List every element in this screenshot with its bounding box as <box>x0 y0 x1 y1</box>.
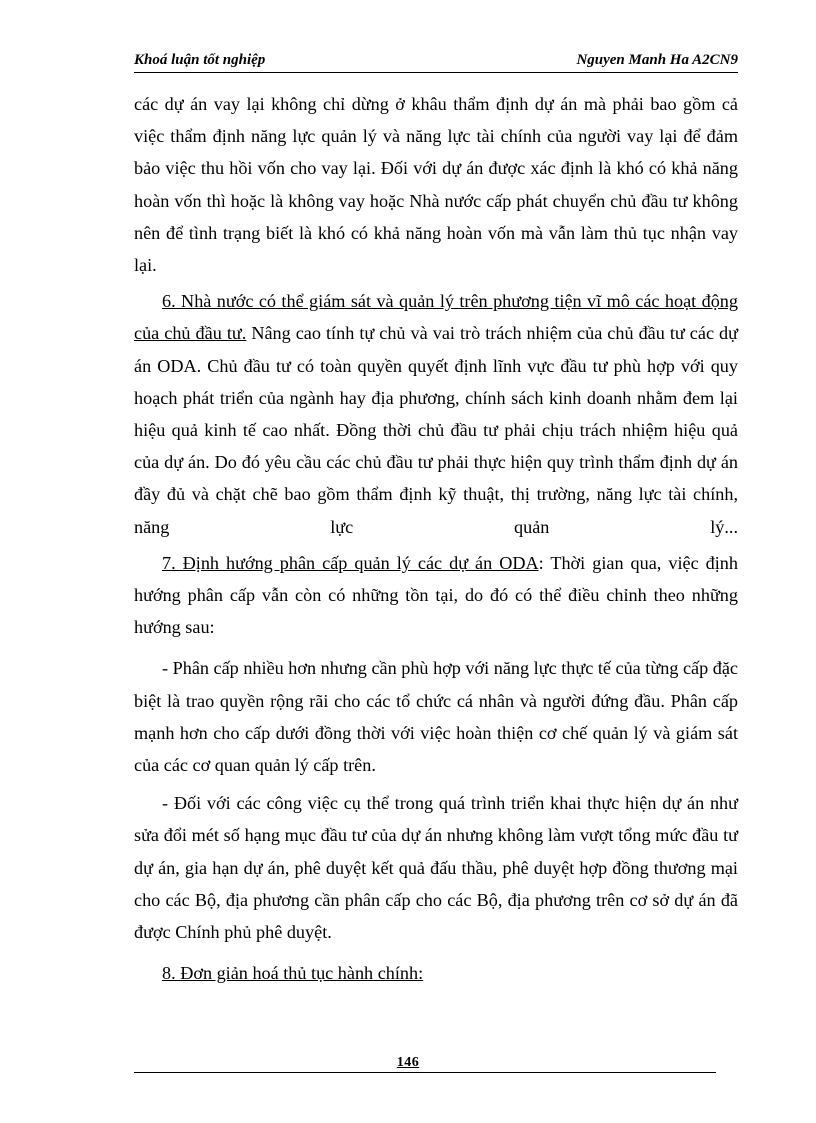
document-body <box>134 88 738 989</box>
section-7-heading: 7. Định hướng phân cấp quản lý các dự án ODA <box>162 552 539 573</box>
section-7-body: : Thời gian qua, việc định hướng phân cấp vẫn còn có những tồn tại, do đó có thể điều chỉnh theo những hướng sau: <box>134 552 738 638</box>
header-title: Khoá luận tốt nghiệp <box>134 52 266 68</box>
paragraph-section-8 <box>134 957 738 989</box>
section-8-heading: 8. Đơn giản hoá thủ tục hành chính: <box>162 963 424 984</box>
header-author: Nguyen Manh Ha A2CN9 <box>576 52 738 68</box>
page-header <box>134 52 738 73</box>
footer-divider <box>134 1072 716 1073</box>
paragraph-section-7 <box>134 547 738 644</box>
paragraph-section-6 <box>134 285 738 543</box>
paragraph-decentralization-bullet: - Phân cấp nhiều hơn nhưng cần phù hợp với năng lực thực tế của từng cấp đặc biệt là trao quyền rộng rãi cho các tổ chức cá nhân và người đứng đầu. Phân cấp mạnh hơn cho cấp dưới đồng thời với việc hoàn thiện cơ chế quản lý và giám sát của các cơ quan quản lý cấp trên. <box>134 658 738 776</box>
section-6-body: Nâng cao tính tự chủ và vai trò trách nhiệm của chủ đầu tư các dự án ODA. Chủ đầu tư có toàn quyền quyết định lĩnh vực đầu tư phù hợp với quy hoạch phát triển của ngành hay địa phương, chính sách kinh doanh nhằm đem lại hiệu quả kinh tế cao nhất. Đồng thời chủ đầu tư phải chịu trách nhiệm hiệu quả của dự án. Do đó yêu cầu các chủ đầu tư phải thực hiện quy trình thẩm định dự án đầy đủ và chặt chẽ bao gồm thẩm định kỹ thuật, thị trường, năng lực tài chính, năng lực quản lý... <box>134 323 738 537</box>
page-number: 146 <box>396 1055 420 1070</box>
section-6-heading: 6. Nhà nước có thể giám sát và quản lý trên phương tiện vĩ mô các hoạt động của chủ đầu tư. <box>134 291 738 344</box>
paragraph-loan-appraisal: các dự án vay lại không chỉ dừng ở khâu thẩm định dự án mà phải bao gồm cả việc thẩm định năng lực quản lý và năng lực tài chính của người vay lại để đảm bảo việc thu hồi vốn cho vay lại. Đối với dự án được xác định là khó có khả năng hoàn vốn thì hoặc là không vay hoặc Nhà nước cấp phát chuyển chủ đầu tư không nên để tình trạng biết là khó có khả năng hoàn vốn mà vẫn làm thủ tục nhận vay lại. <box>134 94 738 276</box>
paragraph-specific-tasks-bullet: - Đối với các công việc cụ thể trong quá trình triển khai thực hiện dự án như sửa đổi mét số hạng mục đầu tư của dự án nhưng không làm vượt tổng mức đầu tư dự án, gia hạn dự án, phê duyệt kết quả đấu thầu, phê duyệt hợp đồng thương mại cho các Bộ, địa phương cần phân cấp cho các Bộ, địa phương trên cơ sở dự án đã được Chính phủ phê duyệt. <box>134 793 738 943</box>
